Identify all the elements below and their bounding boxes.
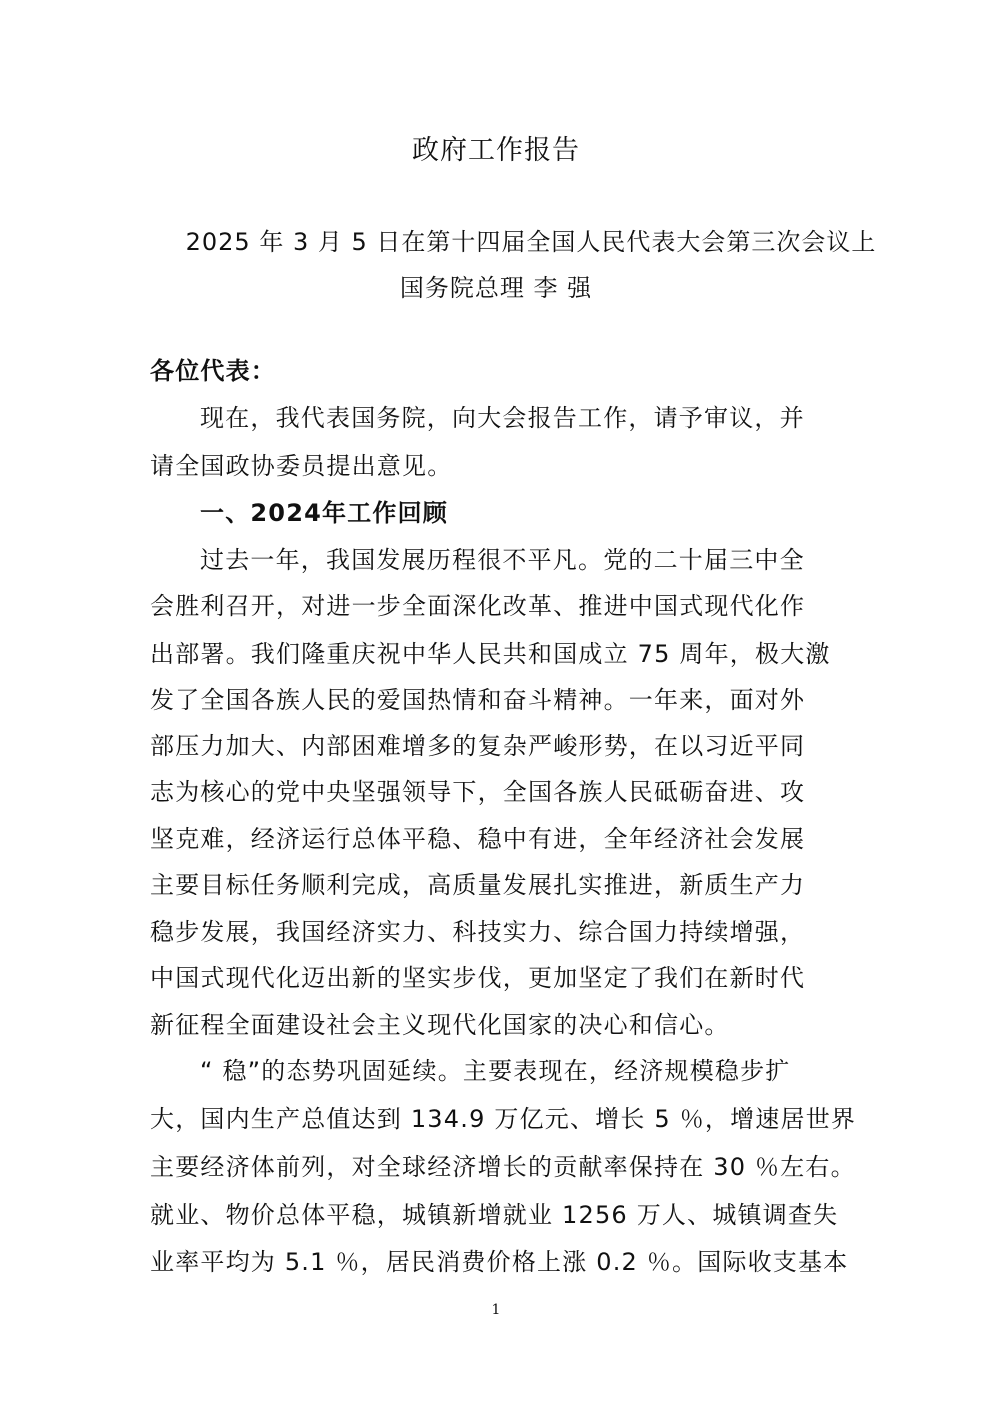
body-line: 主要经济体前列，对全球经济增长的贡献率保持在 30 ％左右。 [150, 1153, 856, 1181]
salutation: 各位代表： [150, 357, 276, 385]
body-line: 出部署。我们隆重庆祝中华人民共和国成立 75 周年，极大激 [150, 640, 831, 668]
body-line: 请全国政协委员提出意见。 [150, 452, 453, 480]
body-line: “ 稳”的态势巩固延续。主要表现在，经济规模稳步扩 [200, 1057, 791, 1085]
body-line: 大，国内生产总值达到 134.9 万亿元、增长 5 ％，增速居世界 [150, 1105, 857, 1133]
body-line: 会胜利召开，对进一步全面深化改革、推进中国式现代化作 [150, 592, 806, 620]
body-line: 志为核心的党中央坚强领导下，全国各族人民砥砺奋进、攻 [150, 778, 806, 806]
body-line: 就业、物价总体平稳，城镇新增就业 1256 万人、城镇调查失 [150, 1201, 839, 1229]
body-line: 过去一年，我国发展历程很不平凡。党的二十届三中全 [200, 546, 805, 574]
body-line: 中国式现代化迈出新的坚实步伐，更加坚定了我们在新时代 [150, 964, 806, 992]
section-heading: 一、2024年工作回顾 [200, 499, 448, 527]
body-line: 稳步发展，我国经济实力、科技实力、综合国力持续增强， [150, 918, 806, 946]
body-line: 主要目标任务顺利完成，高质量发展扎实推进，新质生产力 [150, 871, 806, 899]
body-line: 业率平均为 5.1 ％，居民消费价格上涨 0.2 ％。国际收支基本 [150, 1248, 849, 1276]
document-title: 政府工作报告 [412, 135, 580, 166]
body-line: 新征程全面建设社会主义现代化国家的决心和信心。 [150, 1011, 730, 1039]
body-line: 坚克难，经济运行总体平稳、稳中有进，全年经济社会发展 [150, 825, 806, 853]
body-line: 现在，我代表国务院，向大会报告工作，请予审议，并 [200, 404, 805, 432]
body-line: 部压力加大、内部困难增多的复杂严峻形势，在以习近平同 [150, 732, 806, 760]
page-number: 1 [491, 1302, 501, 1318]
document-subtitle-author: 国务院总理 李 强 [399, 274, 593, 302]
document-subtitle-date: 2025 年 3 月 5 日在第十四届全国人民代表大会第三次会议上 [185, 228, 877, 256]
body-line: 发了全国各族人民的爱国热情和奋斗精神。一年来，面对外 [150, 686, 806, 714]
